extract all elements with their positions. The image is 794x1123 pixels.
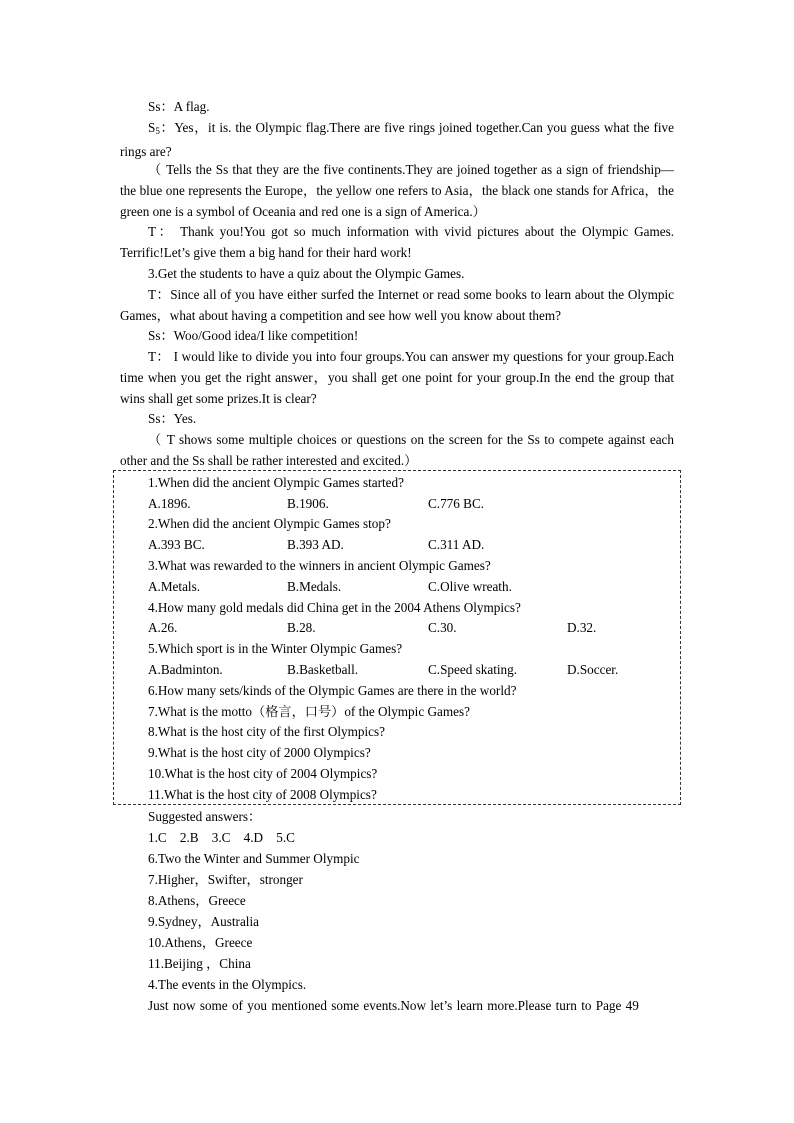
quiz-question: 3.What was rewarded to the winners in ancient Olympic Games? [148,558,491,573]
quiz-option: C.Speed skating. [428,662,518,677]
quiz-question: 10.What is the host city of 2004 Olympics? [148,766,378,781]
dialogue-line: Ss：Yes. [148,411,197,426]
quiz-question: 2.When did the ancient Olympic Games stop? [148,516,391,531]
quiz-question: 1.When did the ancient Olympic Games started? [148,475,404,490]
quiz-option: B.1906. [287,496,329,511]
quiz-option: B.Basketball. [287,662,359,677]
answer-line: 10.Athens，Greece [148,935,253,950]
speaker: S [148,120,156,135]
quiz-option: A.1896. [148,496,191,511]
speaker-subscript: 5 [155,126,160,136]
quiz-question: 6.How many sets/kinds of the Olympic Games are there in the world? [148,683,517,698]
quiz-option: A.Badminton. [148,662,223,677]
quiz-option: D.Soccer. [567,662,619,677]
dialogue-line: Ss：Woo/Good idea/I like competition! [148,328,359,343]
quiz-option: A.393 BC. [148,537,205,552]
quiz-option: A.26. [148,620,178,635]
quiz-question: 11.What is the host city of 2008 Olympics? [148,787,377,802]
step-heading: 4.The events in the Olympics. [148,977,307,992]
answer-line: 8.Athens，Greece [148,893,246,908]
teacher-note: （ Tells the Ss that they are the five continents.They are joined together as a sign of friendship—the blue one represents the Europe，the yellow one refers to Asia，the black one stands for Africa，the green one is a symbol of Oceania and red one is a sign of America.） [120,162,674,219]
dialogue-paragraph [120,118,674,163]
answer-line: 11.Beijing ，China [148,956,251,971]
quiz-option: D.32. [567,620,597,635]
answers-title: Suggested answers： [148,809,262,824]
quiz-question: 7.What is the motto（格言，口号）of the Olympic Games? [148,704,470,719]
quiz-option: A.Metals. [148,579,201,594]
quiz-option: C.776 BC. [428,496,485,511]
dialogue-paragraph: T：Since all of you have either surfed the Internet or read some books to learn about the Olympic Games，what about having a competition and see how well you know about them? [120,287,674,323]
quiz-question: 8.What is the host city of the first Olympics? [148,724,385,739]
dialogue-line: Ss：A flag. [148,99,210,114]
teacher-note: （ T shows some multiple choices or questions on the screen for the Ss to compete against each other and the Ss shall be rather interested and excited.） [120,432,674,468]
quiz-option: C.Olive wreath. [428,579,512,594]
quiz-option: C.311 AD. [428,537,485,552]
step-heading: 3.Get the students to have a quiz about the Olympic Games. [148,266,465,281]
quiz-option: B.28. [287,620,316,635]
answer-line: 7.Higher，Swifter，stronger [148,872,303,887]
dialogue-paragraph: T： Thank you!You got so much information with vivid pictures about the Olympic Games. Terrific!Let’s give them a big hand for their hard work! [120,224,674,260]
dialogue-paragraph: T： I would like to divide you into four groups.You can answer my questions for your group.Each time when you get the right answer，you shall get one point for your group.In the end the group that wins shall get some prizes.It is clear? [120,349,674,406]
section-text: Just now some of you mentioned some events.Now let’s learn more.Please turn to Page 49 [148,998,639,1013]
quiz-option: B.Medals. [287,579,342,594]
quiz-question: 9.What is the host city of 2000 Olympics? [148,745,371,760]
quiz-option: B.393 AD. [287,537,344,552]
answer-line: 1.C 2.B 3.C 4.D 5.C [148,830,295,845]
quiz-question: 4.How many gold medals did China get in the 2004 Athens Olympics? [148,600,521,615]
answer-line: 9.Sydney，Australia [148,914,259,929]
answer-line: 6.Two the Winter and Summer Olympic [148,851,360,866]
dialogue-text: ：Yes，it is. the Olympic flag.There are five rings joined together.Can you guess what the five rings are? [120,120,674,159]
quiz-option: C.30. [428,620,457,635]
quiz-question: 5.Which sport is in the Winter Olympic Games? [148,641,403,656]
